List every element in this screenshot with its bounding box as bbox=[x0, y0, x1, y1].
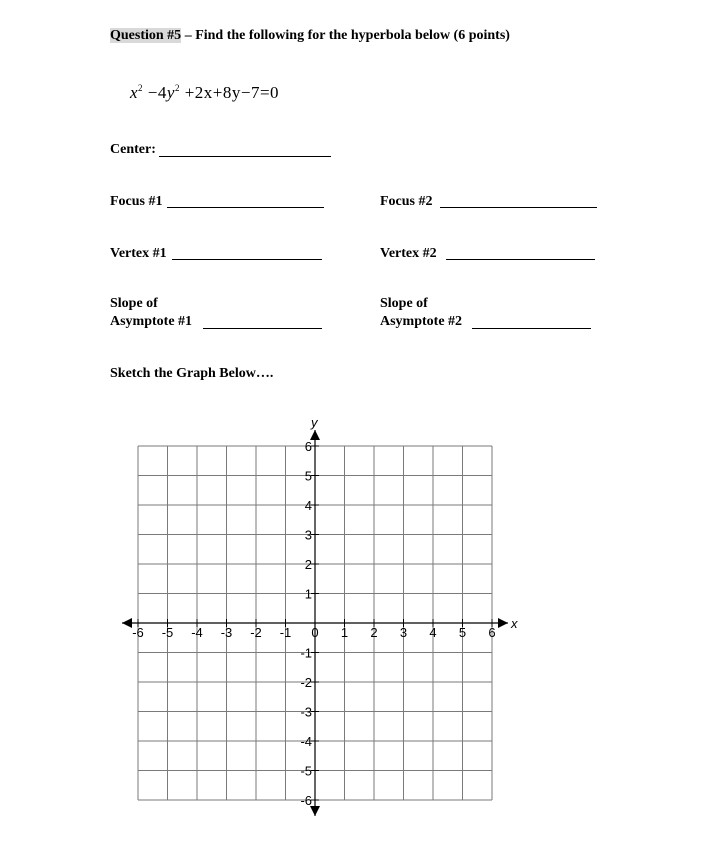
sketch-prompt: Sketch the Graph Below…. bbox=[110, 366, 274, 381]
hyperbola-equation bbox=[130, 83, 279, 103]
x-tick-label: -4 bbox=[191, 625, 203, 640]
slope2-label-line1: Slope of bbox=[380, 296, 428, 311]
y-tick-label: 5 bbox=[304, 468, 312, 484]
x-tick-label: 1 bbox=[340, 625, 349, 640]
focus2-label: Focus #2 bbox=[380, 194, 433, 209]
y-tick-label: -6 bbox=[300, 793, 312, 808]
x-tick-label: 2 bbox=[370, 625, 378, 640]
question-number: Question #5 bbox=[110, 28, 182, 43]
y-tick-label: -2 bbox=[300, 675, 312, 690]
x-tick-label: -1 bbox=[279, 625, 292, 640]
vertex1-label: Vertex #1 bbox=[110, 246, 167, 261]
x-axis-left-arrow-icon bbox=[122, 618, 132, 628]
y-tick-label: 2 bbox=[304, 557, 312, 572]
vertex2-answer-line[interactable] bbox=[446, 259, 595, 260]
y-tick-label: -4 bbox=[300, 734, 312, 749]
eq-y: y bbox=[166, 83, 175, 102]
eq-x: x bbox=[130, 83, 139, 102]
eq-rest: +2x+8y−7=0 bbox=[179, 83, 280, 102]
focus2-answer-line[interactable] bbox=[440, 207, 597, 208]
eq-y-exp: 2 bbox=[174, 83, 180, 93]
slope1-answer-line[interactable] bbox=[203, 328, 322, 329]
x-tick-label: 3 bbox=[399, 625, 408, 640]
y-tick-label: -3 bbox=[300, 704, 312, 720]
x-tick-label: 0 bbox=[311, 625, 319, 640]
x-axis-label: x bbox=[511, 616, 518, 631]
coordinate-grid[interactable] bbox=[110, 405, 530, 820]
y-tick-label: 6 bbox=[304, 439, 312, 454]
slope2-label-line2: Asymptote #2 bbox=[380, 314, 463, 329]
y-axis-label: y bbox=[311, 415, 318, 430]
center-label: Center: bbox=[110, 142, 156, 157]
y-tick-label: -1 bbox=[300, 645, 312, 661]
question-instruction: – Find the following for the hyperbola below (6 points) bbox=[181, 28, 510, 43]
eq-coef: −4 bbox=[143, 83, 167, 102]
focus1-label: Focus #1 bbox=[110, 194, 163, 209]
y-tick-label: 3 bbox=[304, 527, 312, 543]
x-tick-label: -6 bbox=[132, 625, 144, 640]
focus1-answer-line[interactable] bbox=[167, 207, 324, 208]
x-tick-label: 4 bbox=[429, 625, 437, 640]
slope2-answer-line[interactable] bbox=[472, 328, 591, 329]
eq-x-exp: 2 bbox=[138, 83, 144, 93]
x-tick-label: -3 bbox=[220, 625, 233, 640]
y-tick-label: 4 bbox=[304, 498, 312, 513]
x-tick-label: -2 bbox=[250, 625, 262, 640]
slope1-label-line2: Asymptote #1 bbox=[110, 314, 193, 329]
y-tick-label: -5 bbox=[300, 763, 312, 779]
x-tick-label: 6 bbox=[488, 625, 496, 640]
y-tick-label: 1 bbox=[304, 586, 312, 602]
x-axis-right-arrow-icon bbox=[498, 618, 508, 628]
vertex1-answer-line[interactable] bbox=[172, 259, 322, 260]
x-tick-label: -5 bbox=[161, 625, 174, 640]
center-answer-line[interactable] bbox=[159, 156, 331, 157]
x-tick-label: 5 bbox=[458, 625, 467, 640]
slope1-label-line1: Slope of bbox=[110, 296, 158, 311]
question-title bbox=[110, 28, 510, 44]
vertex2-label: Vertex #2 bbox=[380, 246, 437, 261]
